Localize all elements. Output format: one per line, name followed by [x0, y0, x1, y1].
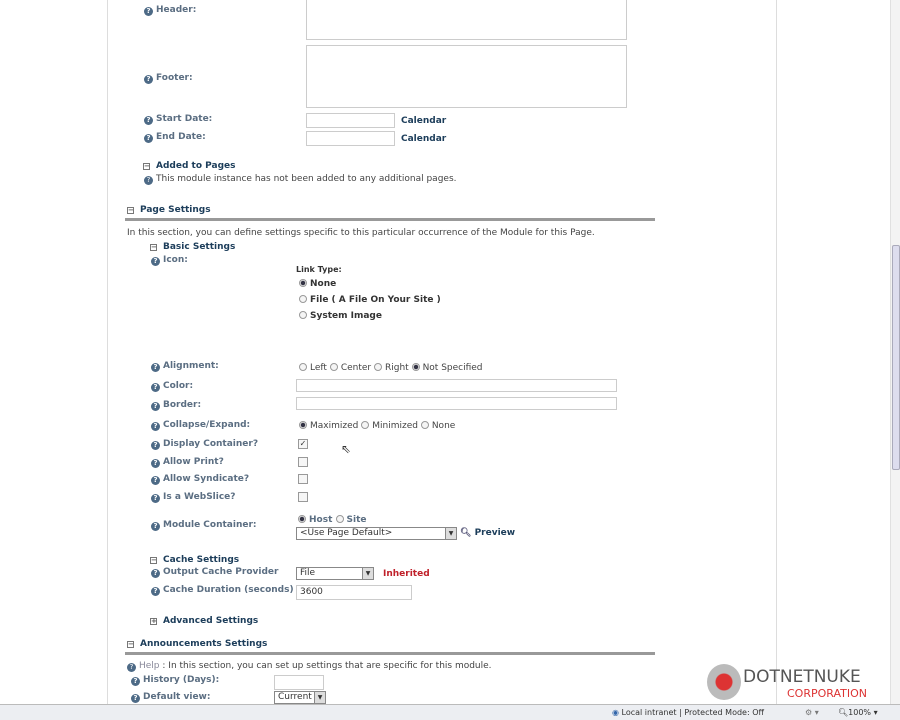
- message-text: This module instance has not been added to any additional pages.: [156, 174, 457, 184]
- allow-print-checkbox[interactable]: [298, 457, 308, 467]
- footer-textarea[interactable]: [306, 45, 627, 108]
- link-type-file[interactable]: [299, 295, 441, 305]
- option-text: File ( A File On Your Site ): [310, 295, 441, 305]
- label-text: Allow Syndicate?: [163, 474, 250, 484]
- collapse-icon[interactable]: −: [151, 556, 157, 564]
- default-view-label: [131, 692, 210, 703]
- label-text: Display Container?: [163, 439, 259, 449]
- input-value: 3600: [300, 587, 323, 597]
- section-title: Advanced Settings: [163, 616, 259, 626]
- help-icon[interactable]: ?: [151, 363, 160, 372]
- label-text: Output Cache Provider: [163, 567, 279, 577]
- label-text: Default view:: [143, 692, 211, 702]
- magnifier-icon: 🔍︎: [838, 708, 849, 717]
- section-title: Announcements Settings: [140, 639, 268, 649]
- help-icon[interactable]: ?: [131, 694, 140, 703]
- cache-provider-select[interactable]: [296, 567, 374, 580]
- label-text: Header:: [156, 5, 197, 15]
- select-value: <Use Page Default>: [300, 528, 393, 538]
- header-textarea[interactable]: [306, 0, 627, 40]
- label-text: End Date:: [156, 132, 206, 142]
- start-calendar-link[interactable]: Calendar: [401, 116, 447, 126]
- option-text: None: [431, 421, 456, 431]
- label-text: Start Date:: [156, 114, 213, 124]
- security-icon[interactable]: ⚙ ▾: [805, 708, 819, 717]
- start-date-input[interactable]: [306, 113, 395, 128]
- help-label: Help: [139, 661, 160, 671]
- zoom-text: 100%: [848, 708, 872, 717]
- collapse-icon[interactable]: −: [144, 162, 150, 170]
- allow-syndicate-label: [151, 474, 249, 485]
- option-text: Center: [340, 363, 372, 373]
- collapse-maximized[interactable]: [299, 421, 358, 431]
- chevron-down-icon[interactable]: ▼: [445, 528, 456, 539]
- label-text: Icon:: [163, 255, 188, 265]
- page-settings-description: In this section, you can define settings specific to this particular occurrence of the Module for this Page.: [127, 228, 595, 238]
- help-icon[interactable]: ?: [151, 257, 160, 266]
- display-container-label: [151, 439, 258, 450]
- label-text: Alignment:: [163, 361, 219, 371]
- collapse-icon[interactable]: −: [128, 206, 134, 214]
- help-icon[interactable]: ?: [144, 134, 153, 143]
- header-label: [144, 5, 196, 16]
- history-input[interactable]: [274, 675, 324, 690]
- added-to-pages-message: [144, 174, 457, 185]
- default-view-select[interactable]: [274, 691, 326, 704]
- divider: [125, 218, 655, 221]
- help-icon[interactable]: ?: [144, 116, 153, 125]
- alignment-not-specified[interactable]: [412, 363, 483, 373]
- radio-icon[interactable]: [330, 363, 338, 371]
- option-text: System Image: [310, 311, 382, 321]
- label-text: Collapse/Expand:: [163, 420, 251, 430]
- zone-indicator[interactable]: [612, 708, 764, 717]
- scrollbar-thumb[interactable]: [892, 245, 900, 470]
- vertical-scrollbar[interactable]: [890, 0, 900, 704]
- announcements-help: [127, 661, 492, 672]
- container-source: [298, 515, 367, 525]
- radio-icon[interactable]: [361, 421, 369, 429]
- allow-print-label: [151, 457, 224, 468]
- container-select[interactable]: [296, 527, 457, 540]
- help-icon[interactable]: ?: [151, 476, 160, 485]
- status-bar: [0, 704, 900, 720]
- cache-settings-header[interactable]: [150, 555, 239, 565]
- alignment-left[interactable]: [299, 363, 327, 373]
- radio-icon[interactable]: [421, 421, 429, 429]
- zoom-control[interactable]: 🔍︎100% ▾: [838, 708, 878, 717]
- radio-icon[interactable]: [299, 421, 307, 429]
- end-date-label: [144, 132, 206, 143]
- start-date-label: [144, 114, 212, 125]
- label-text: Border:: [163, 400, 202, 410]
- alignment-label: [151, 361, 219, 372]
- divider: [125, 652, 655, 655]
- help-icon[interactable]: ?: [151, 383, 160, 392]
- radio-icon[interactable]: [336, 515, 344, 523]
- chevron-down-icon[interactable]: ▼: [362, 568, 373, 579]
- collapse-options: [299, 421, 455, 431]
- help-icon[interactable]: ?: [144, 75, 153, 84]
- link-text: Preview: [474, 528, 516, 538]
- end-date-input[interactable]: [306, 131, 395, 146]
- icon-label: [151, 255, 188, 266]
- logo-mark-icon: [707, 664, 741, 700]
- help-icon[interactable]: ?: [151, 422, 160, 431]
- label-text: Is a WebSlice?: [163, 492, 236, 502]
- cache-provider-label: [151, 567, 278, 578]
- select-value: Current: [278, 692, 312, 702]
- expand-icon[interactable]: +: [151, 617, 157, 625]
- help-icon[interactable]: ?: [144, 7, 153, 16]
- option-text: Minimized: [372, 421, 418, 431]
- section-title: Basic Settings: [163, 242, 236, 252]
- collapse-label: [151, 420, 250, 431]
- basic-settings-header[interactable]: [150, 242, 235, 252]
- label-text: Allow Print?: [163, 457, 224, 467]
- option-text: Right: [384, 363, 409, 373]
- radio-icon[interactable]: [299, 363, 307, 371]
- help-icon[interactable]: ?: [151, 587, 160, 596]
- color-label: [151, 381, 193, 392]
- border-label: [151, 400, 201, 411]
- preview-link[interactable]: [460, 528, 515, 538]
- cache-duration-input[interactable]: [296, 585, 412, 600]
- allow-syndicate-checkbox[interactable]: [298, 474, 308, 484]
- radio-icon[interactable]: [374, 363, 382, 371]
- help-icon[interactable]: ?: [151, 402, 160, 411]
- added-to-pages-header[interactable]: [143, 161, 235, 171]
- link-type-system-image[interactable]: [299, 311, 382, 321]
- logo-text: DOTNETNUKE: [743, 667, 861, 687]
- label-text: Color:: [163, 381, 194, 391]
- page-settings-header[interactable]: [127, 205, 211, 215]
- link-type-label: Link Type:: [296, 265, 342, 274]
- help-icon[interactable]: ?: [151, 459, 160, 468]
- collapse-minimized[interactable]: [361, 421, 418, 431]
- magnifier-icon: 🔍︎: [460, 528, 472, 538]
- collapse-icon[interactable]: −: [151, 243, 157, 251]
- container-site[interactable]: [336, 515, 367, 525]
- alignment-options: [299, 363, 483, 373]
- advanced-settings-header[interactable]: [150, 616, 258, 626]
- label-text: Module Container:: [163, 520, 257, 530]
- dotnetnuke-logo: [705, 662, 890, 704]
- radio-icon[interactable]: [412, 363, 420, 371]
- help-icon[interactable]: ?: [151, 441, 160, 450]
- border-input[interactable]: [296, 397, 617, 410]
- webslice-label: [151, 492, 236, 503]
- module-container-label: [151, 520, 257, 531]
- help-text: : In this section, you can set up settings that are specific for this module.: [162, 661, 492, 671]
- radio-icon[interactable]: [298, 515, 306, 523]
- link-type-none[interactable]: [299, 279, 336, 289]
- help-icon[interactable]: ?: [151, 522, 160, 531]
- zone-text: Local intranet | Protected Mode: Off: [621, 708, 765, 717]
- container-host[interactable]: [298, 515, 332, 525]
- alignment-center[interactable]: [330, 363, 371, 373]
- help-icon[interactable]: ?: [131, 677, 140, 686]
- history-label: [131, 675, 219, 686]
- select-value: File: [300, 568, 316, 578]
- collapse-icon[interactable]: −: [128, 640, 134, 648]
- section-title: Cache Settings: [163, 555, 240, 565]
- option-text: Host: [309, 515, 333, 525]
- section-title: Page Settings: [140, 205, 211, 215]
- option-text: Site: [346, 515, 367, 525]
- help-icon[interactable]: ?: [127, 663, 136, 672]
- inherited-label: Inherited: [383, 569, 430, 579]
- option-text: Maximized: [310, 421, 359, 431]
- display-container-checkbox[interactable]: ✓: [299, 439, 307, 448]
- end-calendar-link[interactable]: Calendar: [401, 134, 447, 144]
- collapse-none[interactable]: [421, 421, 455, 431]
- label-text: History (Days):: [143, 675, 220, 685]
- mouse-cursor-icon: ⇖: [341, 442, 352, 456]
- option-text: None: [310, 279, 337, 289]
- footer-label: [144, 73, 193, 84]
- color-input[interactable]: [296, 379, 617, 392]
- help-icon[interactable]: ?: [151, 494, 160, 503]
- webslice-checkbox[interactable]: [298, 492, 308, 502]
- chevron-down-icon[interactable]: ▼: [314, 692, 325, 703]
- radio-icon[interactable]: [299, 311, 307, 319]
- logo-subtext: CORPORATION: [787, 687, 867, 700]
- radio-icon[interactable]: [299, 295, 307, 303]
- label-text: Cache Duration (seconds): [163, 585, 294, 595]
- option-text: Not Specified: [422, 363, 483, 373]
- option-text: Left: [310, 363, 327, 373]
- alignment-right[interactable]: [374, 363, 409, 373]
- globe-icon: ◉: [612, 708, 619, 717]
- announcements-header[interactable]: [127, 639, 267, 649]
- help-icon[interactable]: ?: [151, 569, 160, 578]
- cache-duration-label: [151, 585, 294, 596]
- section-title: Added to Pages: [156, 161, 236, 171]
- radio-icon[interactable]: [299, 279, 307, 287]
- help-icon[interactable]: ?: [144, 176, 153, 185]
- label-text: Footer:: [156, 73, 193, 83]
